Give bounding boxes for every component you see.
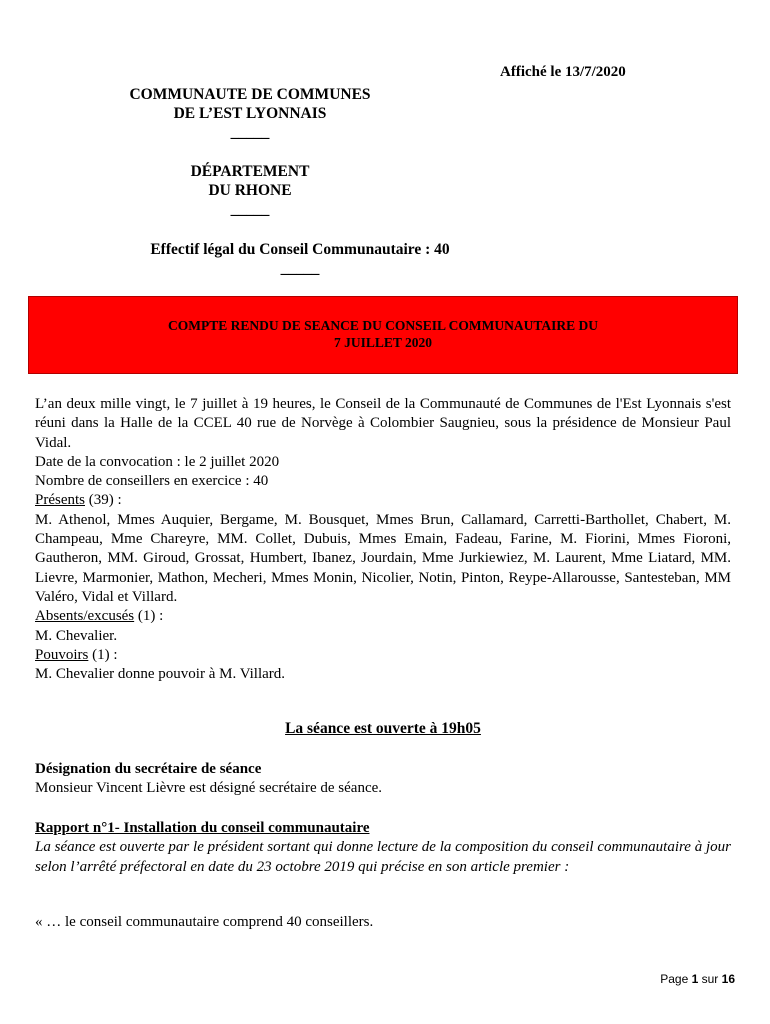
department-header xyxy=(120,162,380,219)
org-line-1: COMMUNAUTE DE COMMUNES xyxy=(129,86,371,103)
pouvoirs-count: (1) : xyxy=(88,646,118,663)
presents-heading xyxy=(35,491,731,510)
report-1-heading: Rapport n°1- Installation du conseil communautaire xyxy=(35,820,370,836)
absents-list: M. Chevalier. xyxy=(35,627,118,644)
title-banner xyxy=(28,296,738,374)
convocation-date: Date de la convocation : le 2 juillet 2020 xyxy=(35,453,280,470)
session-opened-heading xyxy=(35,720,731,738)
report-1-text: La séance est ouverte par le président sortant qui donne lecture de la composition du conseil communautaire à jour selon l’arrêté préfectoral en date du 23 octobre 2019 qui précise en son article premier : xyxy=(35,839,731,875)
page-number: 1 xyxy=(691,972,699,986)
separator: _____ xyxy=(230,124,270,141)
absents-count: (1) : xyxy=(134,608,164,625)
pouvoirs-heading xyxy=(35,646,731,665)
page-footer xyxy=(640,972,735,986)
separator: _____ xyxy=(280,260,320,277)
organization-header xyxy=(80,85,420,142)
report-1-section xyxy=(35,819,731,877)
report-1-quote: « … le conseil communautaire comprend 40 conseillers. xyxy=(35,914,374,930)
org-line-2: DE L’EST LYONNAIS xyxy=(173,105,327,122)
banner-title xyxy=(29,317,737,351)
page-word: Page xyxy=(660,972,692,986)
banner-line-2: 7 JUILLET 2020 xyxy=(333,335,433,350)
absents-heading xyxy=(35,607,731,626)
councillors-count: Nombre de conseillers en exercice : 40 xyxy=(35,473,269,490)
page-total: 16 xyxy=(721,972,735,986)
presents-list: M. Athenol, Mmes Auquier, Bergame, M. Bousquet, Mmes Brun, Callamard, Carretti-Barthollet, Chabert, M. Champeau, Mme Chareyre, MM. Collet, Dubuis, Mmes Emain, Fadeau, Farine, M. Fiorini, Mmes Fioroni, Gautheron, MM. Giroud, Grossat, Humbert, Ibanez, Jourdain, Mme Jurkiewiez, M. Laurent, Mme Liatard, MM. Lievre, Marmonier, Mathon, Mecheri, Mmes Monin, Nicolier, Notin, Pinton, Reype-Allarousse, Santesteban, MM Valéro, Vidal et Villard. xyxy=(35,511,731,605)
dept-line-2: DU RHONE xyxy=(208,182,292,199)
secretary-text: Monsieur Vincent Lièvre est désigné secrétaire de séance. xyxy=(35,780,383,797)
posted-date: Affiché le 13/7/2020 xyxy=(500,64,626,80)
presents-count: (39) : xyxy=(85,492,122,509)
pouvoirs-list: M. Chevalier donne pouvoir à M. Villard. xyxy=(35,666,286,683)
opening-paragraph: L’an deux mille vingt, le 7 juillet à 19 heures, le Conseil de la Communauté de Communes de l'Est Lyonnais s'est réuni dans la Halle de la CCEL 40 rue de Norvège à Colombier Saugnieu, sous la présidence de Monsieur Paul Vidal. xyxy=(35,396,731,451)
effectif-text: Effectif légal du Conseil Communautaire : 40 xyxy=(150,241,450,258)
pouvoirs-label: Pouvoirs xyxy=(35,646,89,663)
dept-line-1: DÉPARTEMENT xyxy=(190,163,310,180)
presents-label: Présents xyxy=(35,492,85,509)
session-opened-text: La séance est ouverte à 19h05 xyxy=(285,720,481,737)
secretary-heading: Désignation du secrétaire de séance xyxy=(35,761,262,777)
attendance-section xyxy=(35,395,731,684)
banner-line-1: COMPTE RENDU DE SEANCE DU CONSEIL COMMUNAUTAIRE DU xyxy=(168,318,598,333)
effectif-header xyxy=(90,240,510,278)
absents-label: Absents/excusés xyxy=(35,608,135,625)
of-word: sur xyxy=(698,972,722,986)
separator: _____ xyxy=(230,201,270,218)
secretary-section xyxy=(35,760,731,799)
